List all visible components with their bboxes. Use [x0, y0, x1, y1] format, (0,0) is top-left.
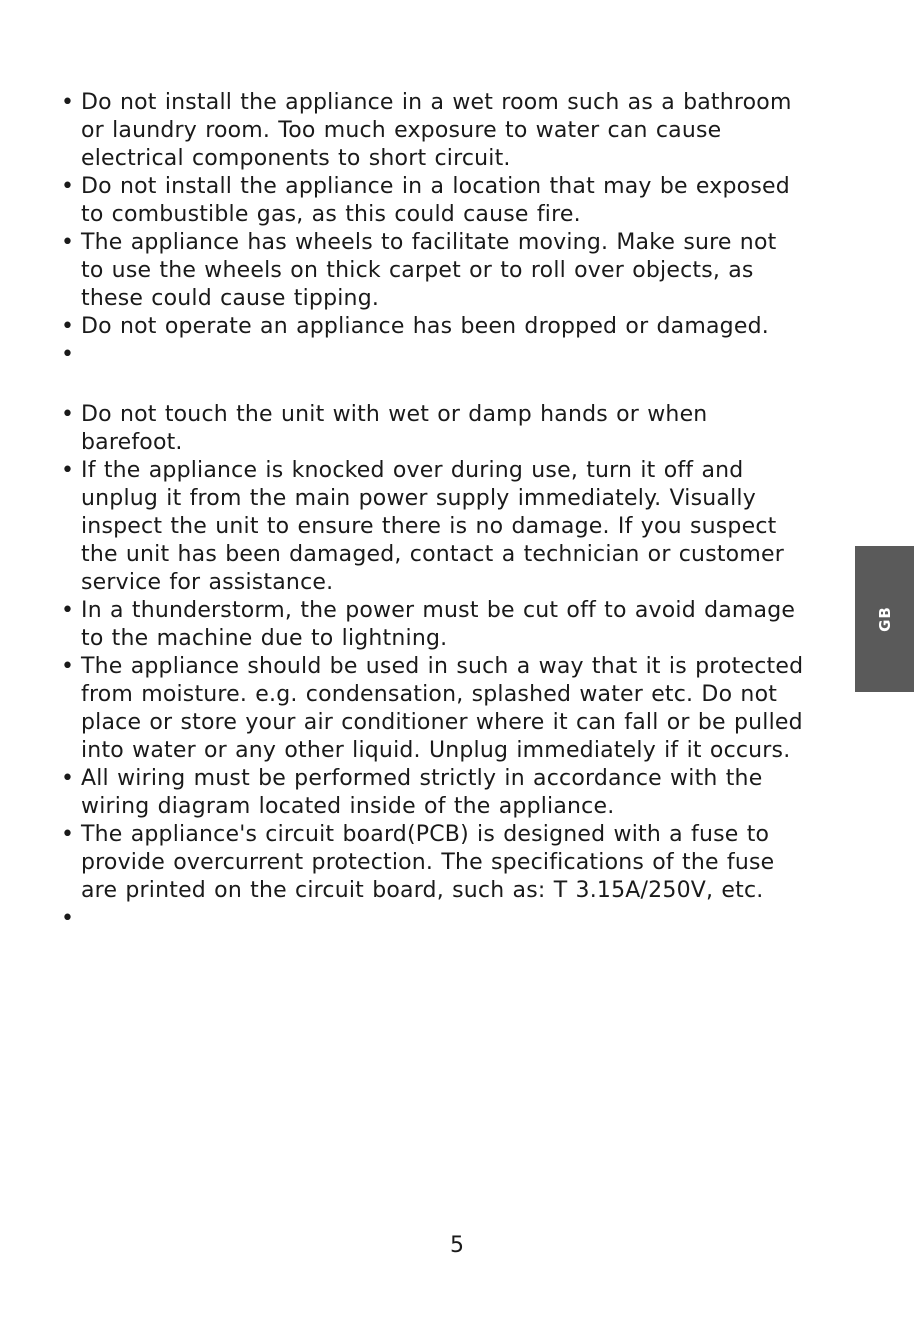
bullet-dot: • [61, 314, 75, 339]
bullet-text: In a thunderstorm, the power must be cut off to avoid damage to the machine due to lightning. [81, 598, 796, 651]
bullet-dot: • [61, 230, 75, 255]
bullet-dot: • [61, 822, 75, 847]
page-number: 5 [450, 1233, 464, 1258]
bullet-text: Do not install the appliance in a wet room such as a bathroom or laundry room. Too much exposure to water can cause electrical components to short circuit. [81, 90, 792, 171]
bullet-item [61, 457, 831, 597]
bullet-dot: • [61, 90, 75, 115]
spacer [61, 369, 831, 401]
bullet-text: The appliance's circuit board(PCB) is designed with a fuse to provide overcurrent protection. The specifications of the fuse are printed on the circuit board, such as: T 3.15A/250V, etc. [81, 822, 775, 903]
bullet-dot: • [61, 342, 75, 367]
bullet-item-empty [61, 905, 831, 933]
bullet-dot: • [61, 174, 75, 199]
bullet-dot: • [61, 766, 75, 791]
language-tab [855, 546, 914, 692]
bullet-text: Do not touch the unit with wet or damp hands or when barefoot. [81, 402, 708, 455]
bullet-text: The appliance should be used in such a way that it is protected from moisture. e.g. condensation, splashed water etc. Do not place or store your air conditioner where it can fall or be pulled into water or any other liquid. Unplug immediately if it occurs. [81, 654, 804, 763]
bullet-item [61, 765, 831, 821]
bullet-dot: • [61, 906, 75, 931]
bullet-item [61, 597, 831, 653]
bullet-item [61, 173, 831, 229]
bullet-text: The appliance has wheels to facilitate moving. Make sure not to use the wheels on thick carpet or to roll over objects, as these could cause tipping. [81, 230, 777, 311]
bullet-item [61, 89, 831, 173]
bullet-text: If the appliance is knocked over during use, turn it off and unplug it from the main power supply immediately. Visually inspect the unit to ensure there is no damage. If you suspect the unit has been damaged, contact a technician or customer service for assistance. [81, 458, 784, 595]
bullet-item [61, 313, 831, 341]
bullet-item [61, 653, 831, 765]
bullet-item [61, 229, 831, 313]
bullet-text: All wiring must be performed strictly in accordance with the wiring diagram located inside of the appliance. [81, 766, 763, 819]
safety-instructions-list [61, 89, 831, 933]
bullet-item [61, 401, 831, 457]
bullet-dot: • [61, 654, 75, 679]
bullet-dot: • [61, 402, 75, 427]
language-tab-label: GB [875, 606, 894, 632]
bullet-item [61, 821, 831, 905]
bullet-text: Do not operate an appliance has been dropped or damaged. [81, 314, 769, 339]
bullet-dot: • [61, 458, 75, 483]
bullet-item-empty [61, 341, 831, 369]
bullet-text: Do not install the appliance in a location that may be exposed to combustible gas, as this could cause fire. [81, 174, 790, 227]
bullet-dot: • [61, 598, 75, 623]
